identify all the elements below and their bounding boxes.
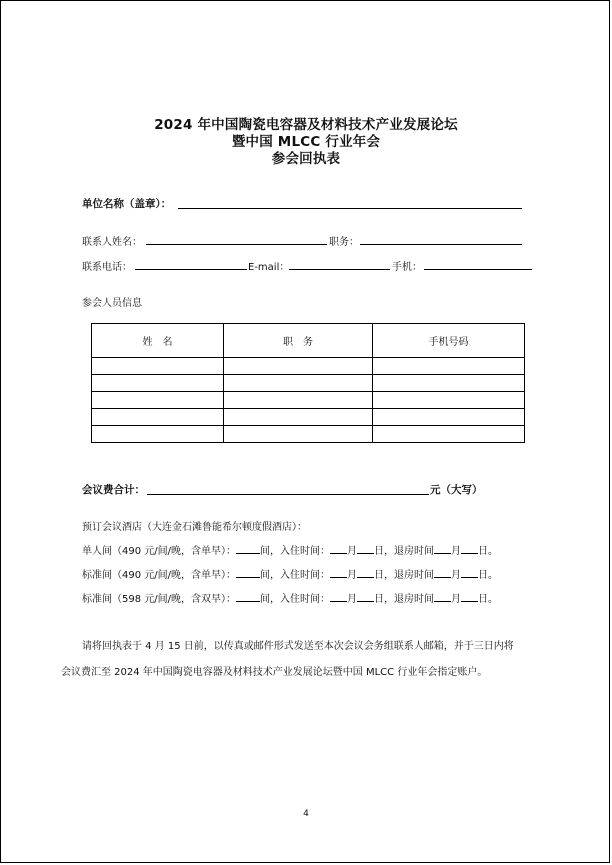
checkin-day-field[interactable] — [357, 542, 374, 554]
checkin-month-field[interactable] — [330, 542, 347, 554]
column-header-mobile: 手机号码 — [373, 324, 525, 358]
room-row-standard-double-breakfast — [82, 590, 498, 605]
email-field[interactable] — [289, 269, 390, 270]
title-line-1: 2024 年中国陶瓷电容器及材料技术产业发展论坛 — [154, 117, 458, 133]
table-cell[interactable] — [92, 375, 224, 392]
unit-name-label: 单位名称（盖章）： — [82, 198, 172, 210]
room-count-field[interactable] — [236, 590, 260, 602]
email-label: E-mail： — [248, 262, 290, 273]
title-line-3: 参会回执表 — [271, 151, 341, 167]
attendee-heading: 参会人员信息 — [82, 298, 142, 309]
table-cell[interactable] — [373, 358, 525, 375]
mobile-label: 手机： — [392, 262, 422, 273]
title-line-2: 暨中国 MLCC 行业年会 — [231, 134, 381, 150]
checkout-month-field[interactable] — [434, 566, 451, 578]
month-label: 月 — [451, 546, 462, 557]
unit-name-field[interactable] — [178, 208, 522, 209]
room-unit-label: 间，入住时间： — [260, 546, 331, 557]
checkout-month-field[interactable] — [434, 590, 451, 602]
month-label: 月 — [451, 594, 462, 605]
table-cell[interactable] — [92, 426, 224, 443]
position-field[interactable] — [360, 244, 522, 245]
table-cell[interactable] — [224, 392, 373, 409]
notice-line-2: 会议费汇至 2024 年中国陶瓷电容器及材料技术产业发展论坛暨中国 MLCC 行业年会指定账户。 — [61, 667, 488, 678]
table-cell[interactable] — [373, 375, 525, 392]
table-cell[interactable] — [224, 375, 373, 392]
room-row-single — [82, 542, 498, 557]
column-header-position: 职 务 — [224, 324, 373, 358]
room-type-label: 单人间（490 元/间/晚，含单早）： — [82, 546, 237, 557]
table-row — [92, 426, 525, 443]
contact-name-field[interactable] — [146, 244, 327, 245]
table-cell[interactable] — [224, 409, 373, 426]
table-row — [92, 409, 525, 426]
column-header-name: 姓 名 — [92, 324, 224, 358]
table-cell[interactable] — [373, 409, 525, 426]
room-count-field[interactable] — [236, 566, 260, 578]
mobile-field[interactable] — [424, 269, 532, 270]
checkin-day-field[interactable] — [357, 590, 374, 602]
checkout-day-field[interactable] — [461, 566, 478, 578]
table-cell[interactable] — [92, 409, 224, 426]
table-cell[interactable] — [373, 426, 525, 443]
checkin-day-field[interactable] — [357, 566, 374, 578]
room-unit-label: 间，入住时间： — [260, 594, 331, 605]
page-number: 4 — [303, 809, 309, 819]
table-cell[interactable] — [92, 358, 224, 375]
checkout-label: 日，退房时间 — [374, 594, 435, 605]
room-type-label: 标准间（598 元/间/晚，含双早）： — [82, 594, 237, 605]
position-label: 职务： — [329, 237, 359, 248]
checkout-label: 日，退房时间 — [374, 570, 435, 581]
room-type-label: 标准间（490 元/间/晚，含单早）： — [82, 570, 237, 581]
table-row — [92, 358, 525, 375]
room-count-field[interactable] — [236, 542, 260, 554]
phone-field[interactable] — [135, 269, 247, 270]
hotel-heading: 预订会议酒店（大连金石滩鲁能希尔顿度假酒店）： — [82, 522, 307, 533]
month-label: 月 — [347, 570, 358, 581]
table-row — [92, 392, 525, 409]
notice-line-1: 请将回执表于 4 月 15 日前，以传真或邮件形式发送至本次会议会务组联系人邮箱，并于三日内将 — [82, 641, 514, 652]
checkin-month-field[interactable] — [330, 566, 347, 578]
phone-label: 联系电话： — [82, 262, 132, 273]
month-label: 月 — [347, 594, 358, 605]
fee-label: 会议费合计： — [82, 484, 145, 496]
checkin-month-field[interactable] — [330, 590, 347, 602]
room-unit-label: 间，入住时间： — [260, 570, 331, 581]
fee-suffix: 元（大写） — [430, 484, 483, 496]
checkout-month-field[interactable] — [434, 542, 451, 554]
table-row — [92, 375, 525, 392]
contact-name-label: 联系人姓名： — [82, 237, 142, 248]
table-cell[interactable] — [373, 392, 525, 409]
month-label: 月 — [451, 570, 462, 581]
table-cell[interactable] — [92, 392, 224, 409]
day-end-label: 日。 — [478, 546, 499, 557]
room-row-standard-single-breakfast — [82, 566, 498, 581]
day-end-label: 日。 — [478, 594, 499, 605]
checkout-day-field[interactable] — [461, 542, 478, 554]
checkout-label: 日，退房时间 — [374, 546, 435, 557]
fee-field[interactable] — [147, 494, 429, 495]
checkout-day-field[interactable] — [461, 590, 478, 602]
attendee-table — [91, 323, 525, 443]
month-label: 月 — [347, 546, 358, 557]
table-cell[interactable] — [224, 426, 373, 443]
table-cell[interactable] — [224, 358, 373, 375]
day-end-label: 日。 — [478, 570, 499, 581]
